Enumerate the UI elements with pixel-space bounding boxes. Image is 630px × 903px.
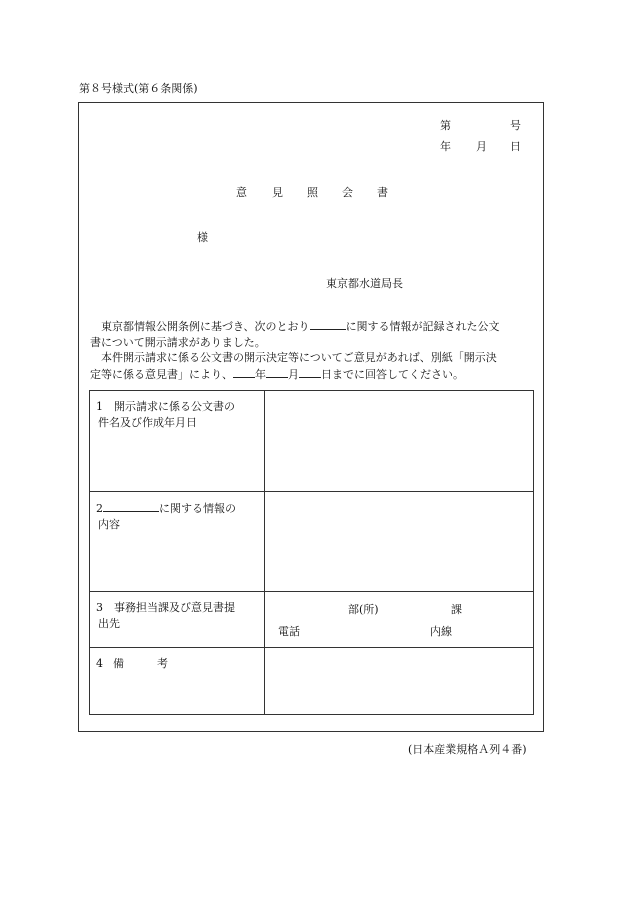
body-text: 月 (288, 368, 299, 381)
title-char: 見 (272, 186, 283, 199)
extension-label: 内線 (430, 625, 452, 638)
row1-label-2: 件名及び作成年月日 (98, 416, 197, 429)
dept-label: 部(所) (348, 603, 379, 616)
table-row (90, 492, 534, 592)
phone-label: 電話 (278, 625, 300, 638)
section-label: 課 (451, 603, 462, 616)
title-char: 会 (342, 186, 353, 199)
title-char: 照 (307, 186, 318, 199)
row3-input-cell[interactable] (265, 592, 534, 648)
row1-label-cell (90, 391, 265, 492)
body-text: 本件開示請求に係る公文書の開示決定等についてご意見があれば、別紙「開示決 (101, 351, 497, 364)
body-text: 日までに回答してください。 (321, 368, 464, 381)
body-paragraph-2 (90, 350, 536, 383)
title-char: 書 (377, 186, 388, 199)
body-text: 書について開示請求がありました。 (90, 336, 266, 349)
row2-label-text: に関する情報の (159, 502, 236, 515)
body-text: 東京都情報公開条例に基づき、次のとおり (101, 320, 310, 333)
day-blank (299, 366, 321, 378)
body-paragraph-1 (90, 318, 536, 351)
body-line (90, 350, 536, 366)
table-row (90, 391, 534, 492)
subject-blank (310, 318, 346, 330)
paper-size-note: (日本産業規格Ａ列４番) (408, 743, 527, 756)
row3-label: 3 事務担当課及び意見書提 (96, 601, 235, 614)
date-year: 年 (440, 140, 451, 153)
row4-label (96, 656, 260, 672)
date-month: 月 (476, 140, 487, 153)
date-day: 日 (510, 140, 521, 153)
body-text: に関する情報が記録された公文 (345, 320, 500, 333)
number-suffix: 号 (510, 119, 521, 132)
row4-input-cell[interactable] (265, 648, 534, 715)
row2-label (96, 500, 260, 517)
form-number: 第８号様式(第６条関係) (79, 82, 198, 95)
form-table (89, 390, 534, 715)
row1-label: 1 開示請求に係る公文書の (96, 400, 235, 413)
row2-label-cell (90, 492, 265, 592)
row3-label-2: 出先 (98, 617, 120, 630)
row2-number: 2 (96, 502, 103, 515)
row3-label-cell (90, 592, 265, 648)
issuer: 東京都水道局長 (326, 277, 403, 290)
addressee-suffix: 様 (197, 231, 208, 244)
body-line (90, 318, 536, 335)
row2-label-2: 内容 (98, 518, 120, 531)
row4-label-cell (90, 648, 265, 715)
table-row (90, 648, 534, 715)
row1-input-cell[interactable] (265, 391, 534, 492)
number-prefix: 第 (440, 119, 451, 132)
row4-number: 4 (96, 657, 103, 670)
row2-subject-blank (103, 500, 159, 512)
table-row (90, 592, 534, 648)
row4-label-text: 備 考 (113, 657, 168, 670)
title-char: 意 (236, 186, 247, 199)
body-line (90, 366, 536, 383)
body-text: 年 (255, 368, 266, 381)
body-text: 定等に係る意見書」により、 (90, 368, 233, 381)
month-blank (266, 366, 288, 378)
body-line (90, 335, 536, 351)
year-blank (233, 366, 255, 378)
row2-input-cell[interactable] (265, 492, 534, 592)
